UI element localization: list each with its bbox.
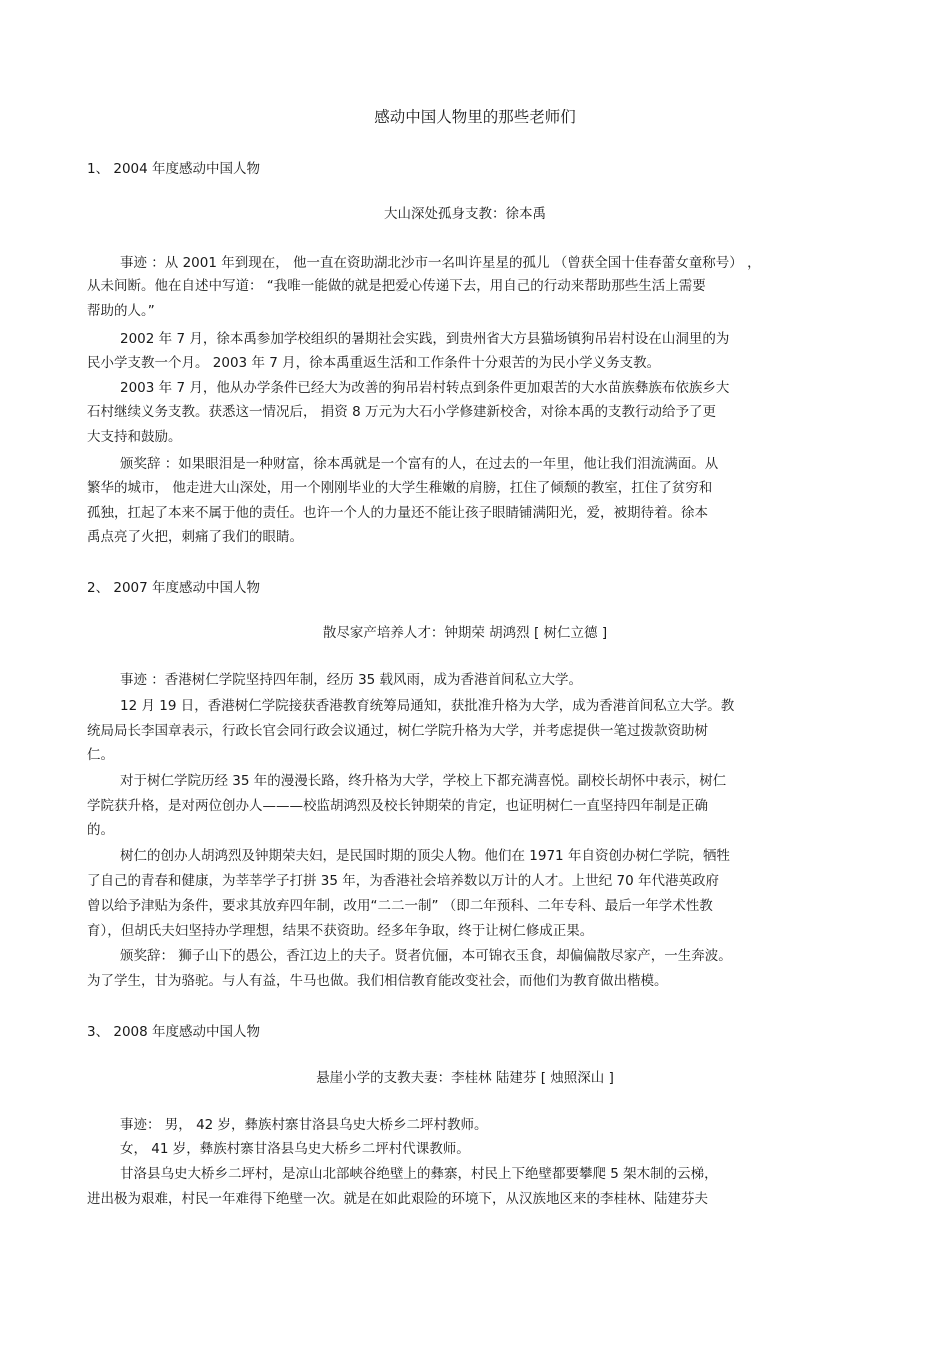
- paragraph-line: 树仁的创办人胡鸿烈及钟期荣夫妇，是民国时期的顶尖人物。他们在 1971 年自资创办树仁学院，牺牲: [120, 848, 730, 864]
- paragraph-line: 曾以给予津贴为条件，要求其放弃四年制，改用“二二一制” （即二年预科、二年专科、最后一年学术性教: [87, 898, 713, 914]
- paragraph-line: 育），但胡氏夫妇坚持办学理想，结果不获资助。经多年争取，终于让树仁修成正果。: [87, 923, 594, 939]
- paragraph-line: 12 月 19 日，香港树仁学院接获香港教育统筹局通知，获批准升格为大学，成为香港首间私立大学。教: [120, 698, 735, 714]
- paragraph-line: 对于树仁学院历经 35 年的漫漫长路，终升格为大学，学校上下都充满喜悦。副校长胡怀中表示，树仁: [120, 773, 727, 789]
- paragraph-line: 了自己的青春和健康，为莘莘学子打拼 35 年，为香港社会培养数以万计的人才。上世纪 70 年代港英政府: [87, 873, 720, 889]
- paragraph-line: 事迹 ：香港树仁学院坚持四年制，经历 35 载风雨，成为香港首间私立大学。: [120, 672, 583, 688]
- section-heading: 3、 2008 年度感动中国人物: [87, 1024, 261, 1040]
- paragraph-line: 进出极为艰难，村民一年难得下绝壁一次。就是在如此艰险的环境下，从汉族地区来的李桂林、陆建芬夫: [87, 1191, 708, 1207]
- paragraph-line: 统局局长李国章表示，行政长官会同行政会议通过，树仁学院升格为大学，并考虑提供一笔过拨款资助树: [87, 723, 708, 739]
- paragraph-line: 繁华的城市， 他走进大山深处，用一个刚刚毕业的大学生稚嫩的肩膀，扛住了倾颓的教室，扛住了贫穷和: [87, 480, 713, 496]
- paragraph-line: 禹点亮了火把，刺痛了我们的眼睛。: [87, 529, 303, 545]
- paragraph-line: 颁奖辞 ：如果眼泪是一种财富，徐本禹就是一个富有的人，在过去的一年里，他让我们泪流满面。从: [120, 456, 719, 472]
- paragraph-line: 石村继续义务支教。获悉这一情况后， 捐资 8 万元为大石小学修建新校舍，对徐本禹的支教行动给予了更: [87, 404, 716, 420]
- paragraph-line: 颁奖辞： 狮子山下的愚公，香江边上的夫子。贤者伉俪，本可锦衣玉食，却偏偏散尽家产，一生奔波。: [120, 948, 732, 964]
- paragraph-line: 仁。: [87, 747, 114, 763]
- section-subtitle: 悬崖小学的支教夫妻：李桂林 陆建芬 [ 烛照深山 ]: [316, 1070, 614, 1086]
- paragraph-line: 的。: [87, 822, 114, 838]
- paragraph-line: 2003 年 7 月，他从办学条件已经大为改善的狗吊岩村转点到条件更加艰苦的大水苗族彝族布依族乡大: [120, 380, 730, 396]
- document-title: 感动中国人物里的那些老师们: [374, 108, 576, 126]
- paragraph-line: 帮助的人。”: [87, 303, 155, 319]
- paragraph-line: 甘洛县乌史大桥乡二坪村，是凉山北部峡谷绝壁上的彝寨，村民上下绝壁都要攀爬 5 架木制的云梯，: [120, 1166, 718, 1182]
- paragraph-line: 事迹： 男， 42 岁，彝族村寨甘洛县乌史大桥乡二坪村教师。: [120, 1117, 488, 1133]
- paragraph-line: 从未间断。他在自述中写道： “我唯一能做的就是把爱心传递下去，用自己的行动来帮助那些生活上需要: [87, 278, 706, 294]
- section-subtitle: 大山深处孤身支教：徐本禹: [384, 206, 546, 222]
- section-heading: 1、 2004 年度感动中国人物: [87, 161, 261, 177]
- paragraph-line: 事迹 ：从 2001 年到现在， 他一直在资助湖北沙市一名叫许星星的孤儿 （曾获全国十佳春蕾女童称号） ，: [120, 255, 761, 271]
- section-heading: 2、 2007 年度感动中国人物: [87, 580, 261, 596]
- paragraph-line: 女， 41 岁，彝族村寨甘洛县乌史大桥乡二坪村代课教师。: [120, 1141, 470, 1157]
- paragraph-line: 民小学支教一个月。 2003 年 7 月，徐本禹重返生活和工作条件十分艰苦的为民小学义务支教。: [87, 355, 661, 371]
- paragraph-line: 为了学生，甘为骆驼。与人有益，牛马也做。我们相信教育能改变社会，而他们为教育做出楷模。: [87, 973, 668, 989]
- paragraph-line: 大支持和鼓励。: [87, 429, 182, 445]
- paragraph-line: 孤独，扛起了本来不属于他的责任。也许一个人的力量还不能让孩子眼睛铺满阳光，爱，被期待着。徐本: [87, 505, 708, 521]
- section-subtitle: 散尽家产培养人才：钟期荣 胡鸿烈 [ 树仁立德 ]: [322, 625, 608, 641]
- paragraph-line: 学院获升格，是对两位创办人———校监胡鸿烈及校长钟期荣的肯定，也证明树仁一直坚持四年制是正确: [87, 798, 708, 814]
- paragraph-line: 2002 年 7 月，徐本禹参加学校组织的暑期社会实践，到贵州省大方县猫场镇狗吊岩村设在山洞里的为: [120, 331, 730, 347]
